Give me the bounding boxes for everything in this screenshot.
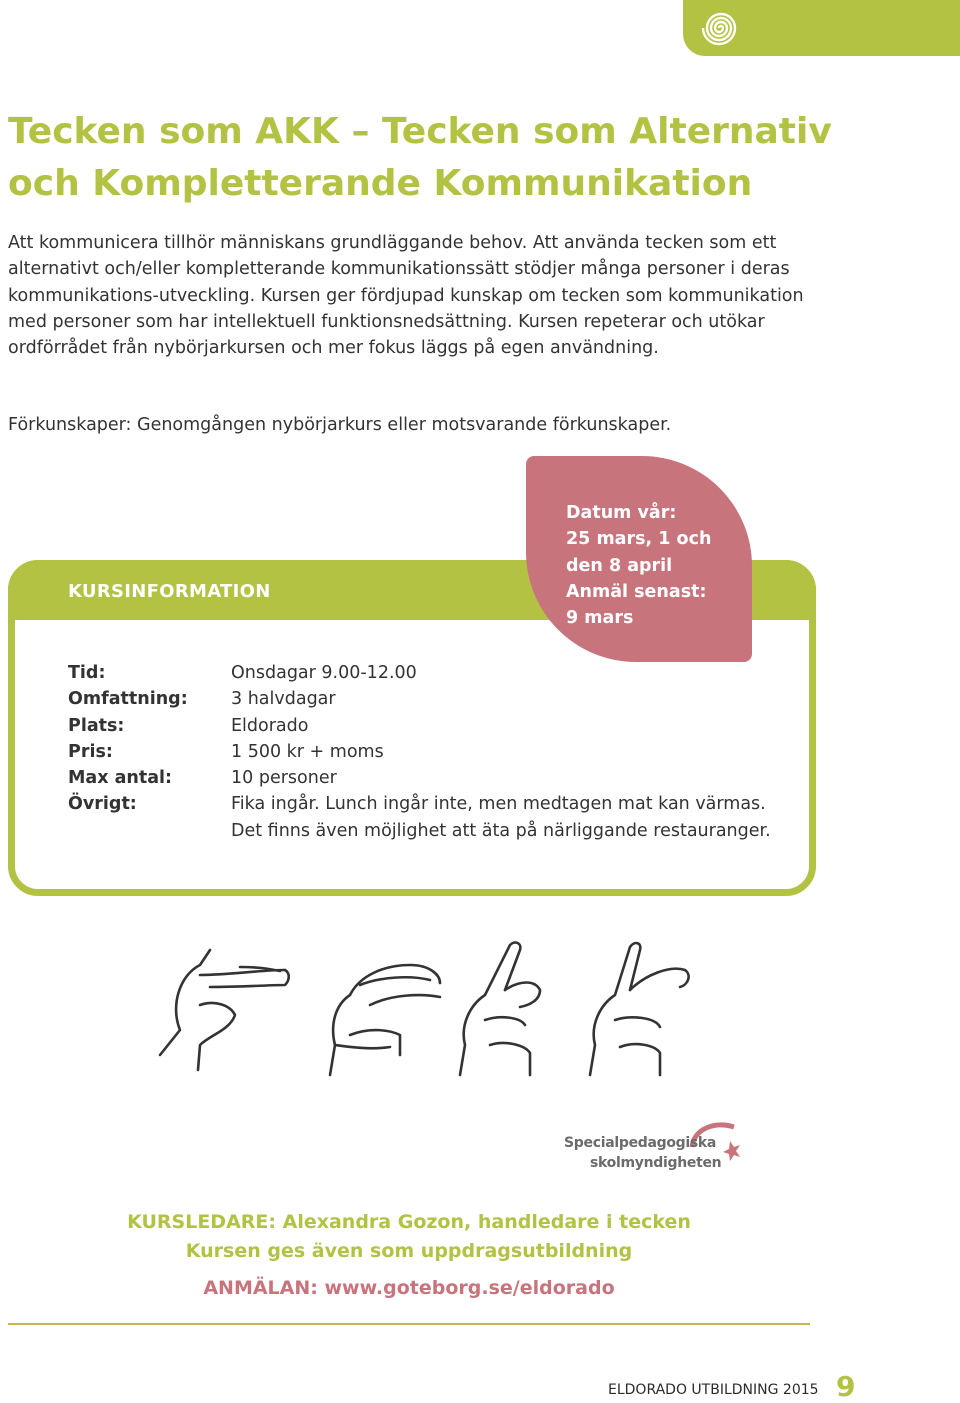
- detail-value: 3 halvdagar: [231, 689, 336, 710]
- date-badge-text: [566, 500, 746, 631]
- signup-deadline-value: 9 mars: [566, 608, 634, 629]
- prerequisites: Förkunskaper: Genomgången nybörjarkurs eller motsvarande förkunskaper.: [8, 415, 672, 435]
- detail-row-price: [68, 739, 788, 765]
- hand-sign-2-icon: [330, 965, 440, 1075]
- date-value-2: den 8 april: [566, 555, 673, 576]
- commission-note: Kursen ges även som uppdragsutbildning: [185, 1240, 633, 1262]
- footer-info: [8, 1208, 810, 1303]
- detail-value: Onsdagar 9.00-12.00: [231, 663, 417, 683]
- detail-label: Max antal:: [68, 768, 173, 789]
- date-label: Datum vår:: [566, 503, 677, 523]
- detail-row-time: [68, 660, 788, 686]
- hand-sign-4-icon: [590, 943, 689, 1075]
- detail-label: Tid:: [68, 663, 106, 683]
- logo-line-1: Specialpedagogiska: [564, 1135, 717, 1151]
- page-number: 9: [836, 1370, 856, 1403]
- detail-row-place: [68, 713, 788, 739]
- page-title: Tecken som AKK – Tecken som Alternativ och Kompletterande Kommunikation: [8, 111, 832, 204]
- detail-label: Omfattning:: [68, 689, 188, 710]
- course-leader: KURSLEDARE: Alexandra Gozon, handledare i tecken: [127, 1211, 691, 1233]
- detail-value: Eldorado: [231, 715, 309, 736]
- date-value-1: 25 mars, 1 och: [566, 529, 712, 550]
- course-info-heading: KURSINFORMATION: [68, 581, 271, 602]
- logo-line-2: skolmyndigheten: [590, 1155, 722, 1171]
- detail-row-scope: [68, 686, 788, 712]
- divider: [8, 1323, 810, 1325]
- signup-deadline-label: Anmäl senast:: [566, 581, 707, 602]
- course-details: [68, 660, 788, 844]
- detail-value: 10 personer: [231, 768, 337, 789]
- detail-value: 1 500 kr + moms: [231, 741, 384, 762]
- hand-sign-1-icon: [160, 950, 289, 1070]
- detail-label: Övrigt:: [68, 794, 137, 815]
- detail-row-max: [68, 765, 788, 791]
- intro-paragraph: Att kommunicera tillhör människans grundläggande behov. Att använda tecken som ett alternativt och/eller kompletterande kommunikationssätt stödjer många personer i deras kommunikations-utveckling. Kursen ger fördjupad kunskap om tecken som kommunikation med personer som har intellektuell funktionsnedsättning. Kursen repeterar och utökar ordförrådet från nybörjarkursen och mer fokus läggs på egen användning.: [8, 233, 804, 359]
- detail-value: Fika ingår. Lunch ingår inte, men medtagen mat kan värmas. Det finns även möjlighet att äta på närliggande restauranger.: [231, 794, 771, 841]
- spiral-icon: [695, 4, 747, 52]
- hand-sign-3-icon: [460, 943, 540, 1075]
- detail-label: Plats:: [68, 715, 125, 736]
- spsm-logo: [564, 1117, 754, 1177]
- detail-row-other: [68, 791, 788, 844]
- footer-label: ELDORADO UTBILDNING 2015: [608, 1382, 819, 1398]
- sign-language-illustration: [140, 935, 700, 1085]
- detail-label: Pris:: [68, 741, 113, 762]
- header-tab: [683, 0, 960, 56]
- signup-link[interactable]: ANMÄLAN: www.goteborg.se/eldorado: [203, 1277, 615, 1299]
